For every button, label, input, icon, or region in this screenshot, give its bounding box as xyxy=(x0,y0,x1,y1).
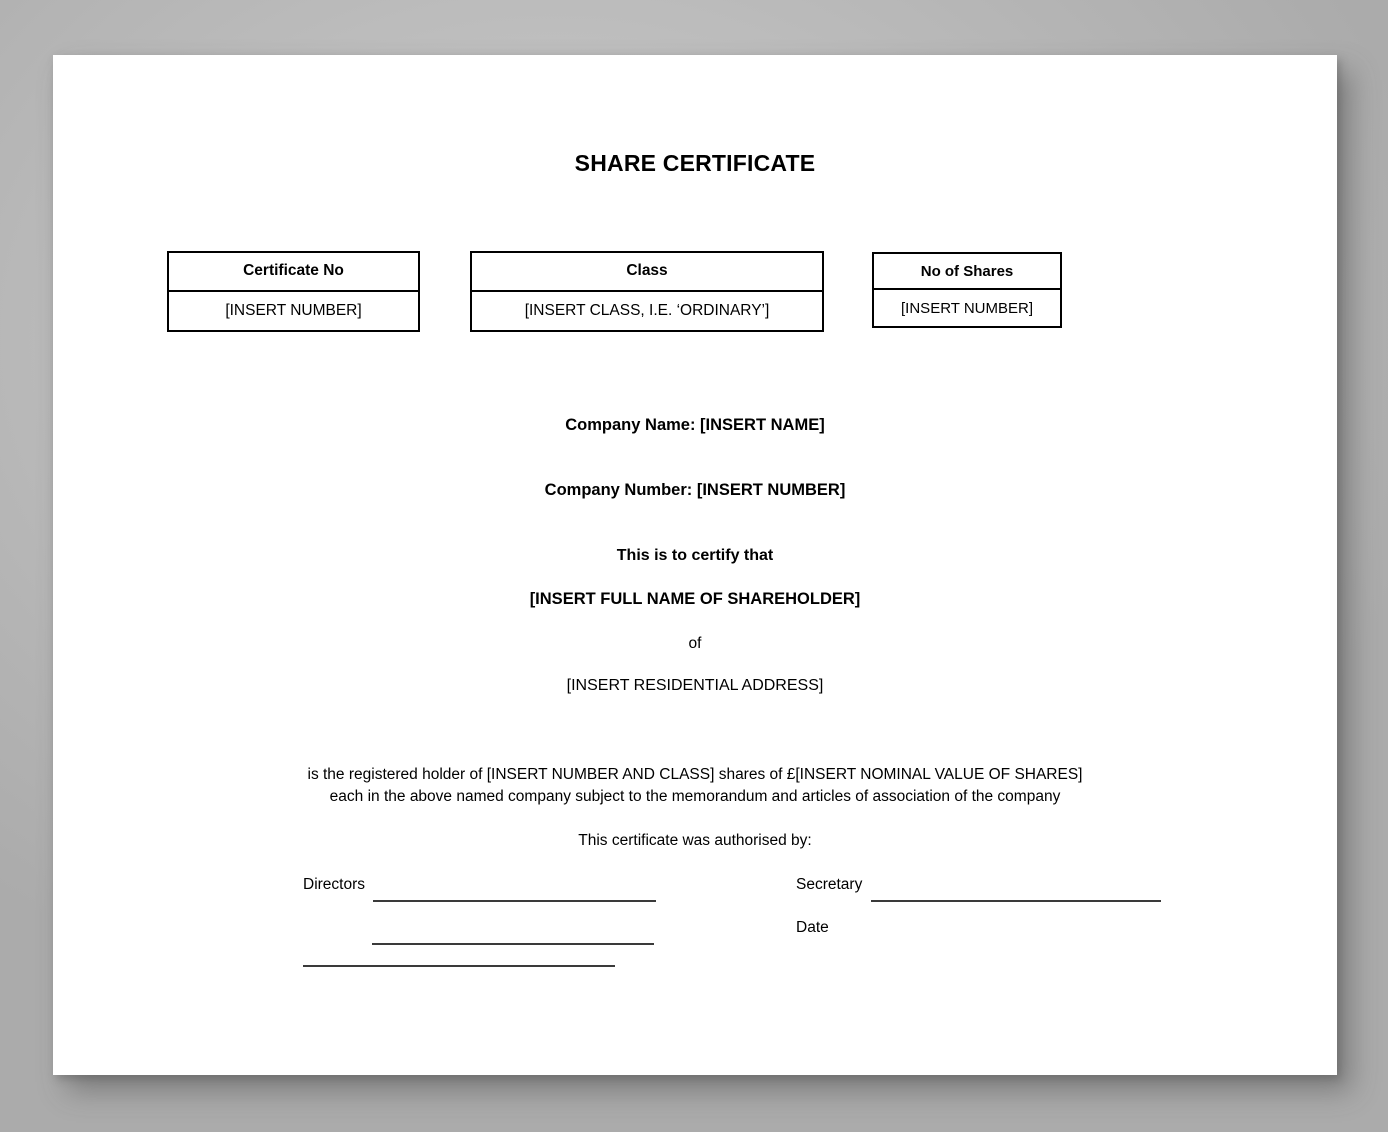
document-page xyxy=(53,55,1337,1075)
shareholder-address-line: [INSERT RESIDENTIAL ADDRESS] xyxy=(566,677,824,694)
date-label: Date xyxy=(796,919,829,936)
certificate-no-value[interactable]: [INSERT NUMBER] xyxy=(225,301,362,319)
class-value[interactable]: [INSERT CLASS, I.E. ‘ORDINARY’] xyxy=(524,301,770,319)
certificate-no-box xyxy=(167,251,420,332)
holder-paragraph-line-2: each in the above named company subject to the memorandum and articles of association of the company xyxy=(329,788,1061,805)
certify-line: This is to certify that xyxy=(616,547,774,564)
company-name-line: Company Name: [INSERT NAME] xyxy=(565,416,825,434)
secretary-signature-line[interactable] xyxy=(871,900,1161,902)
holder-paragraph-line-1: is the registered holder of [INSERT NUMBER AND CLASS] shares of £[INSERT NOMINAL VALUE OF SHARES] xyxy=(307,766,1083,783)
certificate-no-label: Certificate No xyxy=(169,253,418,292)
authorised-by-line: This certificate was authorised by: xyxy=(578,832,812,849)
class-label: Class xyxy=(472,253,822,292)
no-of-shares-value[interactable]: [INSERT NUMBER] xyxy=(901,299,1033,317)
director-signature-line-2[interactable] xyxy=(372,943,654,945)
no-of-shares-label: No of Shares xyxy=(874,254,1060,290)
secretary-label: Secretary xyxy=(796,876,863,893)
class-box xyxy=(470,251,824,332)
shareholder-name-line: [INSERT FULL NAME OF SHAREHOLDER] xyxy=(529,590,861,608)
directors-label: Directors xyxy=(303,876,366,893)
no-of-shares-box xyxy=(872,252,1062,328)
director-signature-line-3[interactable] xyxy=(303,965,615,967)
company-number-line: Company Number: [INSERT NUMBER] xyxy=(544,481,846,499)
of-line: of xyxy=(688,635,702,652)
director-signature-line-1[interactable] xyxy=(373,900,656,902)
holder-paragraph xyxy=(53,764,1337,808)
page-title: SHARE CERTIFICATE xyxy=(574,150,816,176)
